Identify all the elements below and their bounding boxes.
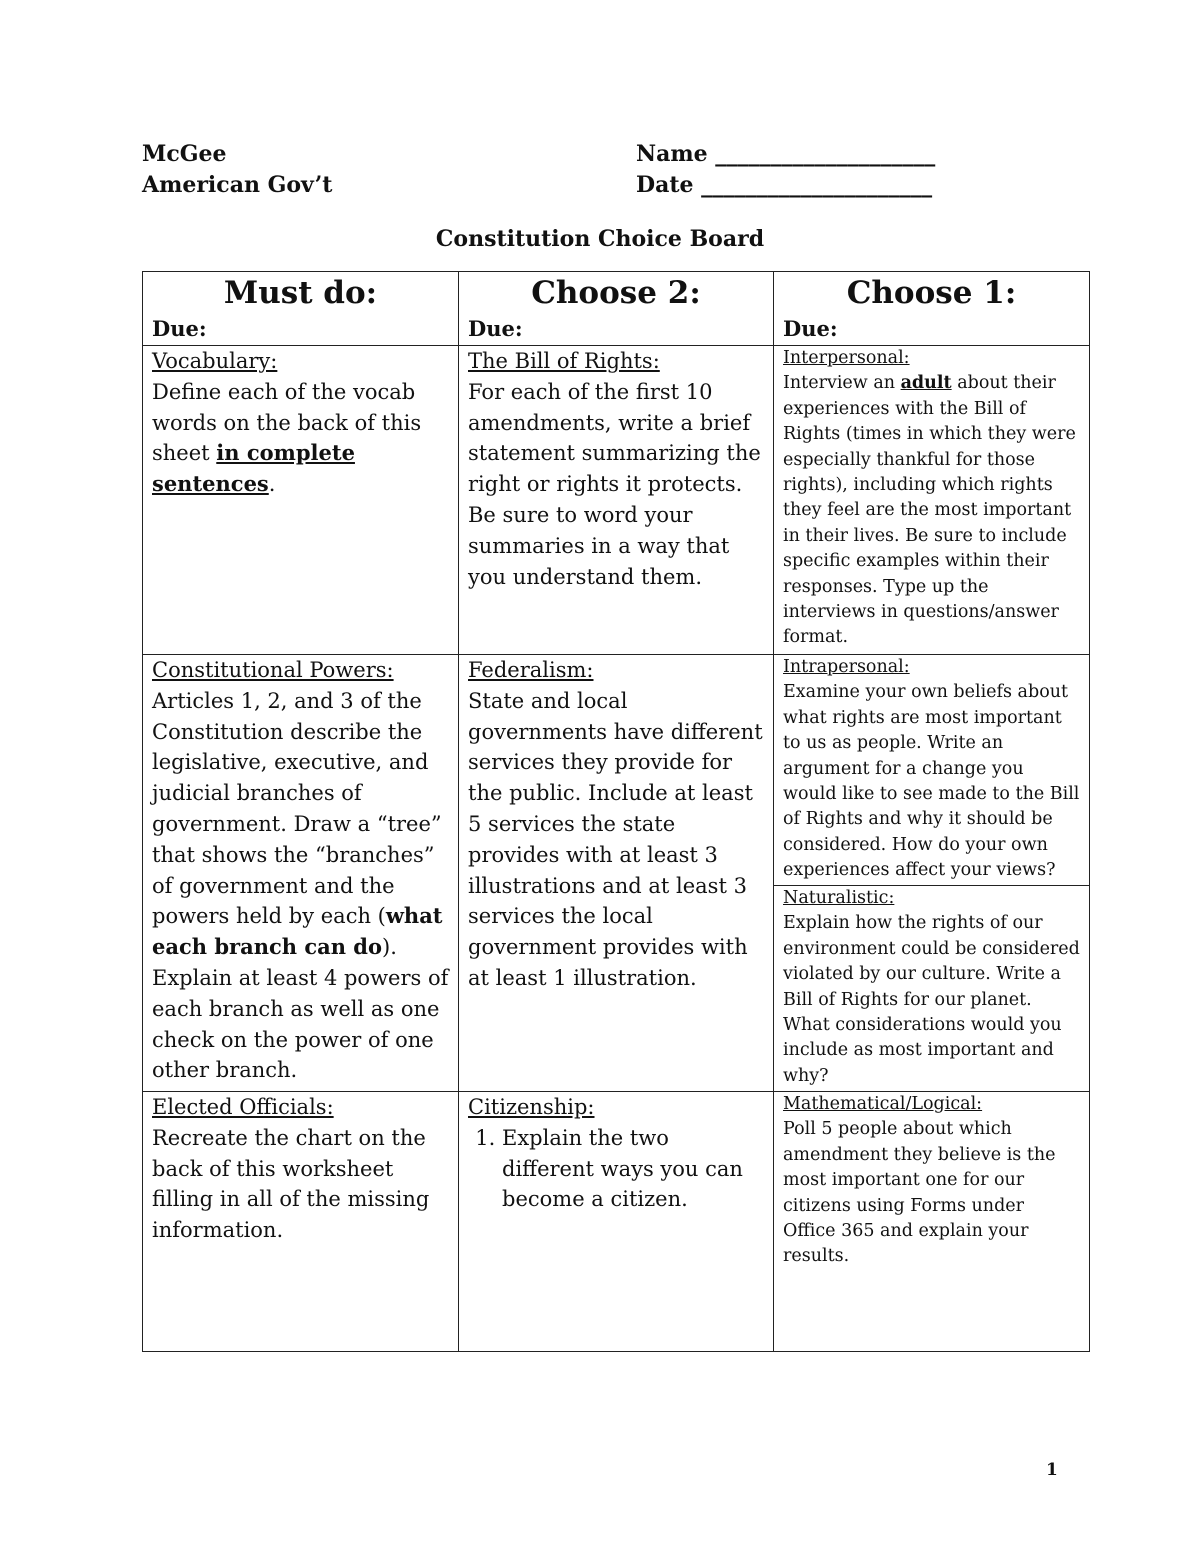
column-choose-1 bbox=[774, 272, 1090, 346]
cell-bill-of-rights bbox=[459, 346, 774, 655]
page-number: 1 bbox=[1046, 1460, 1058, 1480]
due-label: Due: bbox=[152, 316, 207, 341]
cell-elected-officials bbox=[143, 1092, 459, 1352]
cell-title: Federalism: bbox=[468, 658, 594, 682]
cell-title: The Bill of Rights: bbox=[468, 349, 660, 373]
cell-title: Intrapersonal: bbox=[783, 657, 910, 677]
column-heading: Choose 2: bbox=[531, 275, 701, 311]
cell-interpersonal bbox=[774, 346, 1090, 655]
name-field[interactable]: Name ____________________ bbox=[636, 141, 936, 167]
emphasis: in complete sentences bbox=[152, 440, 355, 497]
list-item: 1. Explain the two different ways you can become a citizen. bbox=[502, 1123, 764, 1215]
column-heading: Choose 1: bbox=[846, 275, 1017, 311]
header-left bbox=[142, 139, 472, 201]
cell-vocabulary bbox=[143, 346, 459, 655]
emphasis: what each branch can do bbox=[152, 903, 443, 960]
cell-title: Vocabulary: bbox=[152, 349, 278, 373]
choice-board-table bbox=[142, 271, 1090, 1352]
cell-naturalistic bbox=[774, 885, 1089, 1089]
citizenship-list bbox=[468, 1123, 764, 1215]
course-name: American Gov’t bbox=[142, 172, 333, 198]
emphasis: adult bbox=[900, 373, 952, 394]
board-row-2 bbox=[143, 655, 1090, 1092]
cell-text: State and local governments have different services they provide for the public. Include at least 5 services the state provides with at least 3 illustrations and at least 3 services the local government provides with at least 1 illustration. bbox=[468, 688, 763, 990]
cell-text: Define each of the vocab words on the back of this sheet in complete sentences. bbox=[152, 379, 422, 497]
cell-text: Examine your own beliefs about what rights are most important to us as people. Write an argument for a change you would like to see made to the Bill of Rights and why it should be considered. How do your own experiences affect your views? bbox=[783, 682, 1080, 881]
cell-title: Naturalistic: bbox=[783, 888, 895, 908]
cell-title: Elected Officials: bbox=[152, 1095, 334, 1119]
column-heading: Must do: bbox=[223, 275, 378, 311]
cell-citizenship bbox=[459, 1092, 774, 1352]
cell-intrapersonal bbox=[783, 655, 1080, 885]
teacher-name: McGee bbox=[142, 141, 227, 167]
cell-text: Recreate the chart on the back of this worksheet filling in all of the missing information. bbox=[152, 1125, 430, 1243]
column-must-do bbox=[143, 272, 459, 346]
column-choose-2 bbox=[459, 272, 774, 346]
cell-title: Citizenship: bbox=[468, 1095, 595, 1119]
cell-title: Mathematical/Logical: bbox=[783, 1094, 983, 1114]
board-row-1 bbox=[143, 346, 1090, 655]
cell-federalism bbox=[459, 655, 774, 1092]
cell-constitutional-powers bbox=[143, 655, 459, 1092]
heading-row bbox=[143, 272, 1090, 346]
page-title: Constitution Choice Board bbox=[435, 226, 765, 252]
cell-text: Articles 1, 2, and 3 of the Constitution describe the legislative, executive, and judicial branches of government. Draw a “tree” that shows the “branches” of government and the powers held by each (what each branch can do). Explain at least 4 powers of each branch as well as one check on the power of one other branch. bbox=[152, 688, 449, 1083]
cell-text: Interview an adult about their experiences with the Bill of Rights (times in which they were especially thankful for those rights), including which rights they feel are the most important in their lives. Be sure to include specific examples within their responses. Type up the interviews in questions/answer format. bbox=[783, 373, 1076, 648]
date-field[interactable]: Date _____________________ bbox=[636, 172, 933, 198]
cell-text: For each of the first 10 amendments, write a brief statement summarizing the right or rights it protects. Be sure to word your summaries in a way that you understand them. bbox=[468, 379, 761, 589]
cell-choose1-split bbox=[774, 655, 1090, 1092]
cell-text: Poll 5 people about which amendment they believe is the most important one for our citizens using Forms under Office 365 and explain your results. bbox=[783, 1119, 1056, 1267]
board-row-3 bbox=[143, 1092, 1090, 1352]
cell-title: Constitutional Powers: bbox=[152, 658, 394, 682]
cell-title: Interpersonal: bbox=[783, 348, 910, 368]
cell-text: Explain how the rights of our environment could be considered violated by our culture. Write a Bill of Rights for our planet. What considerations would you include as most important and why? bbox=[783, 913, 1080, 1086]
cell-mathematical-logical bbox=[774, 1092, 1090, 1352]
due-label: Due: bbox=[783, 316, 838, 341]
header-right bbox=[636, 139, 986, 201]
due-label: Due: bbox=[468, 316, 523, 341]
